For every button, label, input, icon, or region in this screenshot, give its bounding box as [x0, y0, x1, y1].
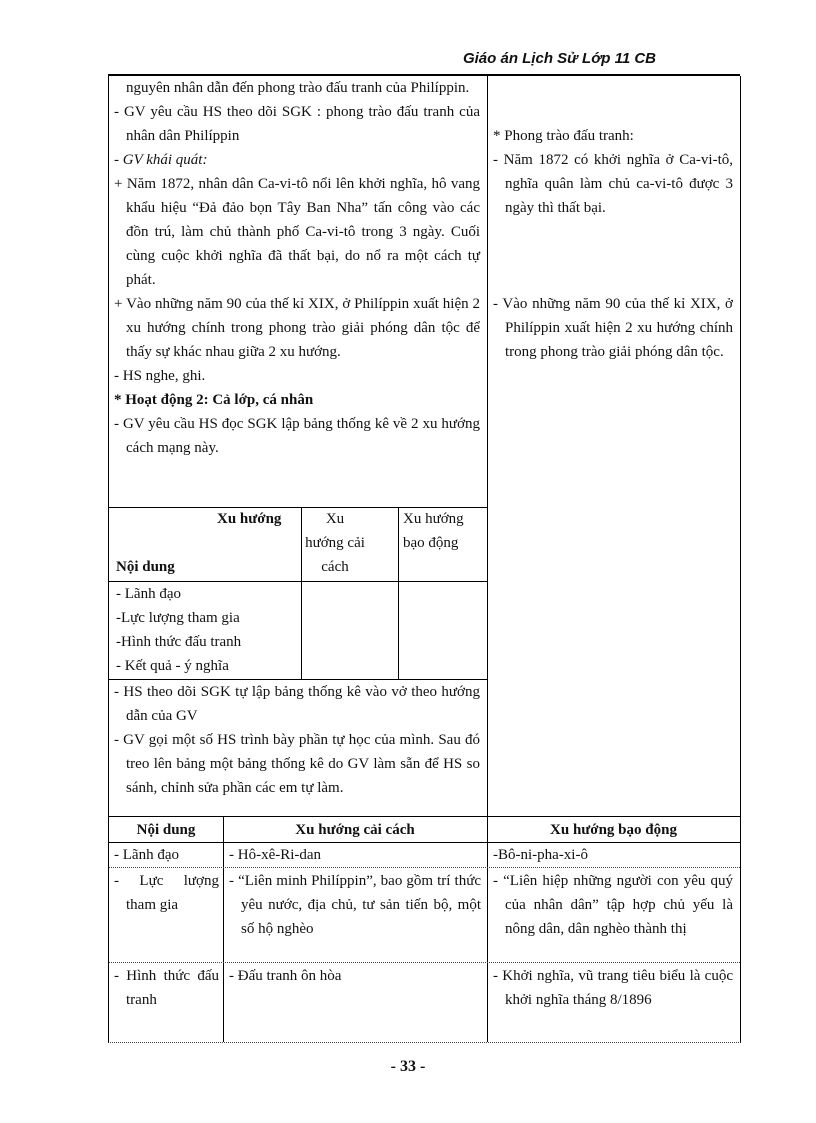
header-violent: Xu hướng bạo động — [550, 822, 677, 838]
activity-2-heading: * Hoạt động 2: Cả lớp, cá nhân — [114, 392, 314, 408]
row-results: - Kết quả - ý nghĩa — [116, 658, 229, 674]
trends-note: - Vào những năm 90 của thế kỉ XIX, ở Philíppin xuất hiện 2 xu hướng chính trong phong trào giải phóng dân tộc. — [493, 296, 733, 360]
left-mid-cell — [114, 680, 480, 800]
gv-instruction: - GV yêu cầu HS theo dõi SGK : phong trào đấu tranh của nhân dân Philíppin — [114, 104, 480, 144]
gv-compare-text: - GV gọi một số HS trình bày phần tự học của mình. Sau đó treo lên bảng một bảng thống kê do GV làm sẵn để HS so sánh, chỉnh sửa phần các em tự làm. — [114, 732, 480, 796]
cavite-uprising-text: + Năm 1872, nhân dân Ca-vi-tô nổi lên khởi nghĩa, hô vang khẩu hiệu “Đả đảo bọn Tây Ban Nha” tấn công vào các đồn trú, làm chủ thành phố Ca-vi-tô trong 3 ngày. Cuối cùng cuộc khởi nghĩa đã thất bại, do nổ ra một cách tự phát. — [114, 176, 480, 288]
small-table-col2 — [398, 507, 399, 679]
big-table-row2-bottom — [109, 962, 740, 963]
gv-summary-label: - GV khái quát: — [114, 152, 208, 168]
document-header: Giáo án Lịch Sử Lớp 11 CB — [462, 50, 656, 67]
right-top-cell — [493, 124, 733, 364]
gv-table-instruction: - GV yêu cầu HS đọc SGK lập bảng thống kê về 2 xu hướng cách mạng này. — [114, 416, 480, 456]
big-table-col1 — [223, 816, 224, 1042]
corner-content-label: Nội dung — [116, 559, 175, 575]
small-reform-header: Xu hướng cải cách — [305, 511, 365, 575]
hs-listen-text: - HS nghe, ghi. — [114, 368, 206, 384]
left-top-cell — [114, 76, 480, 460]
struggle-heading: * Phong trào đấu tranh: — [493, 128, 634, 144]
page-number: - 33 - — [390, 1058, 426, 1075]
cell-reform-forces: - “Liên minh Philíppin”, bao gồm trí thức yêu nước, địa chủ, tư sản tiến bộ, một số hộ nghèo — [229, 873, 481, 937]
small-table-col1 — [301, 507, 302, 679]
small-violent-header: Xu hướng bạo động — [403, 511, 464, 551]
row-forces: -Lực lượng tham gia — [116, 610, 240, 626]
cell-reform-leader: - Hô-xê-Ri-dan — [229, 847, 322, 863]
small-table-rows — [116, 582, 296, 678]
header-content: Nội dung — [136, 822, 196, 838]
cell-reform-forms: - Đấu tranh ôn hòa — [229, 968, 342, 984]
cell-leadership: - Lãnh đạo — [114, 847, 179, 863]
column-divider — [487, 76, 488, 816]
cell-forms: - Hình thức đấu tranh — [114, 968, 219, 1008]
two-trends-text: + Vào những năm 90 của thế kỉ XIX, ở Philíppin xuất hiện 2 xu hướng chính trong phong trào giải phóng dân tộc để thấy sự khác nhau giữa 2 xu hướng. — [114, 296, 480, 360]
row-forms: -Hình thức đấu tranh — [116, 634, 242, 650]
row-leadership: - Lãnh đạo — [116, 586, 181, 602]
big-table-col2 — [487, 816, 488, 1042]
big-table-top — [109, 816, 740, 817]
cavite-note: - Năm 1872 có khởi nghĩa ở Ca-vi-tô, nghĩa quân làm chủ ca-vi-tô được 3 ngày thì thất bại. — [493, 152, 733, 216]
cell-forces: - Lực lượng tham gia — [114, 873, 219, 913]
corner-trend-label: Xu hướng — [217, 511, 282, 527]
big-table-row1-bottom — [109, 867, 740, 868]
cell-violent-leader: -Bô-ni-pha-xi-ô — [493, 847, 588, 863]
cell-violent-forms: - Khởi nghĩa, vũ trang tiêu biểu là cuộc khởi nghĩa tháng 8/1896 — [493, 968, 733, 1008]
cell-violent-forces: - “Liên hiệp những người con yêu quý của nhân dân” tập hợp chủ yếu là nông dân, dân nghèo thành thị — [493, 873, 733, 937]
lesson-table — [108, 76, 741, 1043]
intro-text: nguyên nhân dẫn đến phong trào đấu tranh của Philíppin. — [126, 80, 470, 96]
header-reform: Xu hướng cải cách — [295, 822, 415, 838]
hs-table-text: - HS theo dõi SGK tự lập bảng thống kê vào vở theo hướng dẫn của GV — [114, 684, 480, 724]
